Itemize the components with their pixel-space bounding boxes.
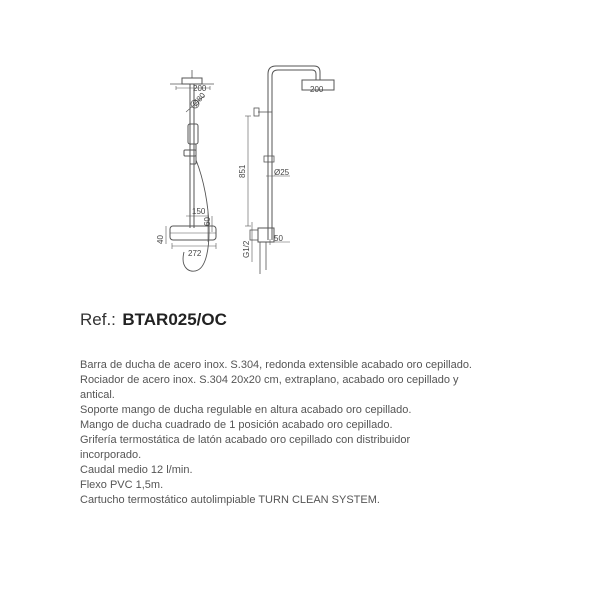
description-line: Soporte mango de ducha regulable en altura acabado oro cepillado.: [80, 404, 412, 416]
product-description: [80, 358, 520, 508]
description-line: Cartucho termostático autolimpiable TURN CLEAN SYSTEM.: [80, 494, 380, 506]
side-dim-bar-height: 851: [238, 164, 247, 178]
front-dim-mixer-height-small: 60: [203, 217, 212, 226]
side-view: [245, 66, 334, 274]
front-dim-mixer-width: 272: [188, 249, 202, 258]
front-dim-mixer-height-left: 40: [156, 235, 165, 244]
description-line: incorporado.: [80, 449, 142, 461]
reference-code: BTAR025/OC: [122, 310, 227, 329]
side-dim-shower-head: 200: [310, 85, 324, 94]
front-dim-shower-head: 200: [193, 84, 207, 93]
side-dim-thread: G1/2: [242, 240, 251, 258]
description-line: Barra de ducha de acero inox. S.304, redonda extensible acabado oro cepillado.: [80, 359, 472, 371]
description-line: Rociador de acero inox. S.304 20x20 cm, extraplano, acabado oro cepillado y: [80, 374, 459, 386]
side-dim-wall-offset: 50: [274, 234, 283, 243]
side-dim-bar-diameter: Ø25: [274, 168, 290, 177]
reference-line: [80, 310, 227, 336]
front-dim-hand-shower-diameter: Ø80: [190, 90, 208, 109]
description-line: Grifería termostática de latón acabado oro cepillado con distribuidor: [80, 434, 411, 446]
description-line: Mango de ducha cuadrado de 1 posición acabado oro cepillado.: [80, 419, 393, 431]
description-line: Flexo PVC 1,5m.: [80, 479, 164, 491]
front-dim-mixer-depth: 150: [192, 207, 206, 216]
description-line: Caudal medio 12 l/min.: [80, 464, 193, 476]
description-line: antical.: [80, 389, 115, 401]
front-view: [166, 70, 216, 271]
reference-label: Ref.:: [80, 310, 116, 329]
